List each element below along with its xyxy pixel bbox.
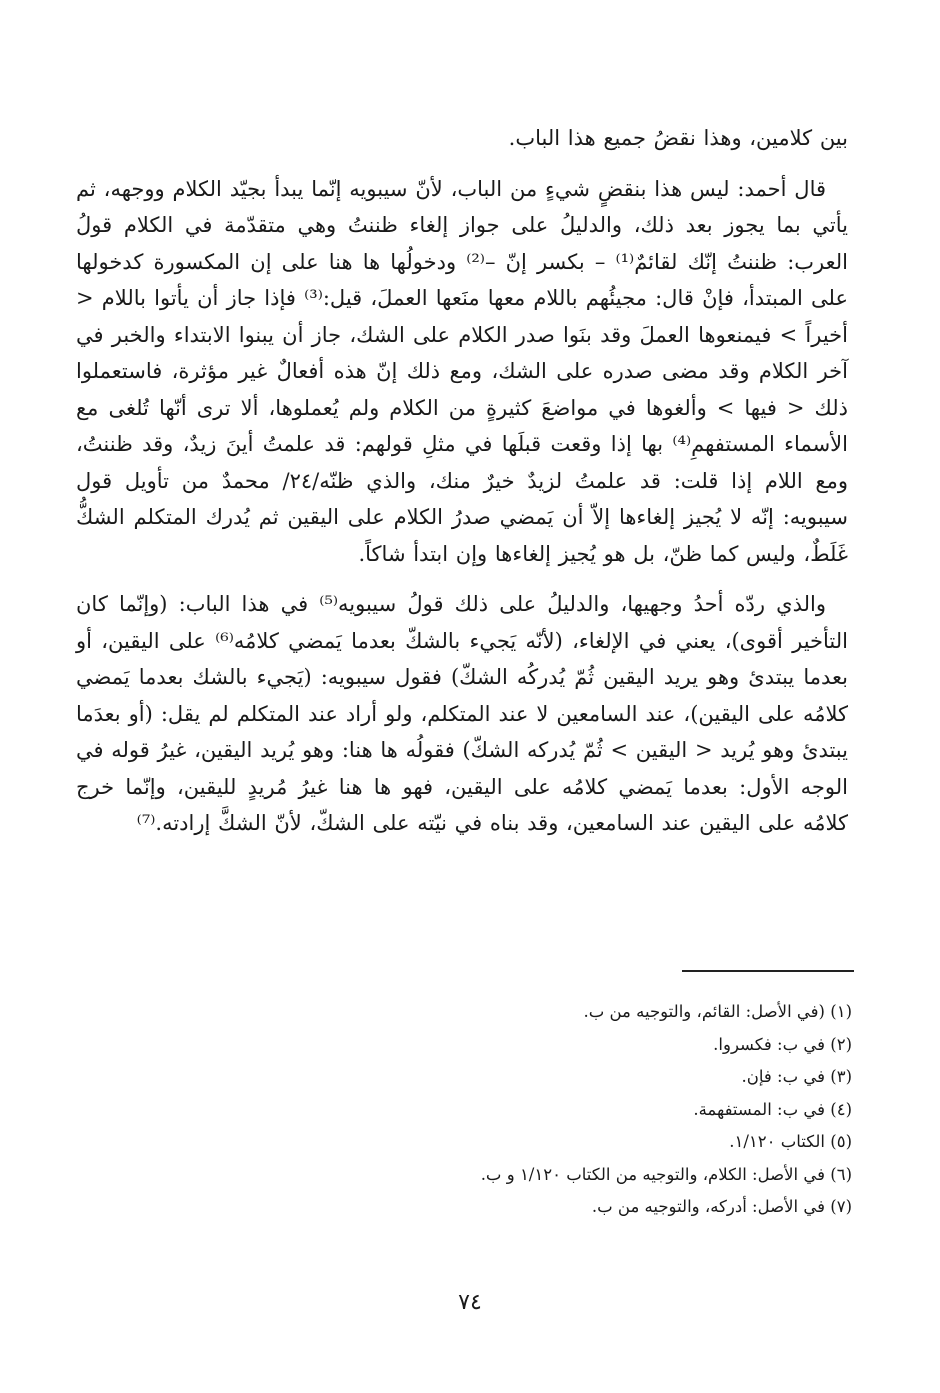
footnote-7: (٧) في الأصل: أدركه، والتوجيه من ب. — [591, 1197, 852, 1216]
footnote-6: (٦) في الأصل: الكلام، والتوجيه من الكتاب ١/١٢٠ و ب. — [480, 1164, 852, 1184]
paragraph-sibawayh: والذي ردّه أحدُ وجهيها، والدليلُ على ذلك قولُ سيبويه⁽⁵⁾ في هذا الباب: (وإنّما كان التأخير أقوى)، يعني في الإلغاء، (لأنّه يَجيء بالشكّ بعدما يَمضي كلامُه⁽⁶⁾ على اليقين، أو بعدما يبتدئ وهو يريد اليقين ثُمّ يُدركُه الشكّ) فقول سيبويه: (يَجيء بالشك بعدما يَمضي كلامُه على اليقين)، عند السامعين لا عند المتكلم، ولو أراد عند المتكلم لم يقل: (أو بعدَما يبتدئ وهو يُريد < اليقين > ثُمّ يُدركه الشكّ) فقولُه ها هنا: وهو يُريد اليقين، غيرُ قوله في الوجه الأول: بعدما يَمضي كلامُه على اليقين، فهو ها هنا غيرُ مُريدٍ لليقين، وإنّما خرج كلامُه على اليقين عند السامعين، وقد بناه في نيّته على الشكّ، لأنّ الشكَّ إرادته.⁽⁷⁾ — [76, 592, 848, 835]
paragraph-ahmad: قال أحمد: ليس هذا بنقضٍ شيءٍ من الباب، لأنّ سيبويه إنّما يبدأ بجيّد الكلام ووجهه، ثم يأتي بما يجوز بعد ذلك، والدليلُ على جواز إلغاء ظننتُ وهي متقدّمة في الكلام قولُ العرب: ظننتُ إنّك لقائمٌ⁽¹⁾ – بكسر إنّ –⁽²⁾ ودخولُها ها هنا على إن المكسورة كدخولها على المبتدأ، فإنْ قال: مجيئُهم باللام معها منَعها العملَ، قيل:⁽³⁾ فإذا جاز أن يأتوا باللام < أخيراً > فيمنعوها العملَ وقد بنَوا صدر الكلام على الشك، جاز أن يبنوا الابتداء والخبر في آخر الكلام وقد مضى صدره على الشك، ومع ذلك إنّ هذه أفعالٌ غير مؤثرة، فاستعملوا ذلك < فيها > وألغوها في مواضعَ كثيرةٍ من الكلام ولم يُعملوها، ألا ترى أنّها تُلغى مع الأسماء المستفهمِ⁽⁴⁾ بها إذا وقعت قبلَها في مثلِ قولهم: قد علمتُ أينَ زيدٌ، وقد ظننتُ، ومع اللام إذا قلت: قد علمتُ لزيدٌ خيرٌ منك، والذي ظنّه/٢٤/ محمدٌ من تأويل قول سيبويه: إنّه لا يُجيز إلغاءها إلاّ أن يَمضي صدرُ الكلام على اليقين ثم يُدرك المتكلم الشكُّ غَلَطٌ، وليس كما ظنّ، بل هو يُجيز إلغاءها وإن ابتدأ شاكاً. — [76, 176, 848, 566]
footnote-5: (٥) الكتاب ١/١٢٠. — [729, 1132, 852, 1151]
footnotes — [76, 996, 852, 1224]
footnote-3: (٣) في ب: فإن. — [741, 1067, 852, 1086]
paragraph-continuation: بين كلامين، وهذا نقضُ جميع هذا الباب. — [508, 126, 848, 150]
footnote-4: (٤) في ب: المستفهمة. — [693, 1099, 852, 1119]
footnote-2: (٢) في ب: فكسروا. — [713, 1034, 852, 1054]
footnote-1: (١) (في الأصل: القائم، والتوجيه من ب. — [583, 1002, 852, 1021]
footnote-separator — [682, 970, 854, 972]
page-number: ٧٤ — [458, 1290, 482, 1315]
main-text — [76, 120, 848, 842]
